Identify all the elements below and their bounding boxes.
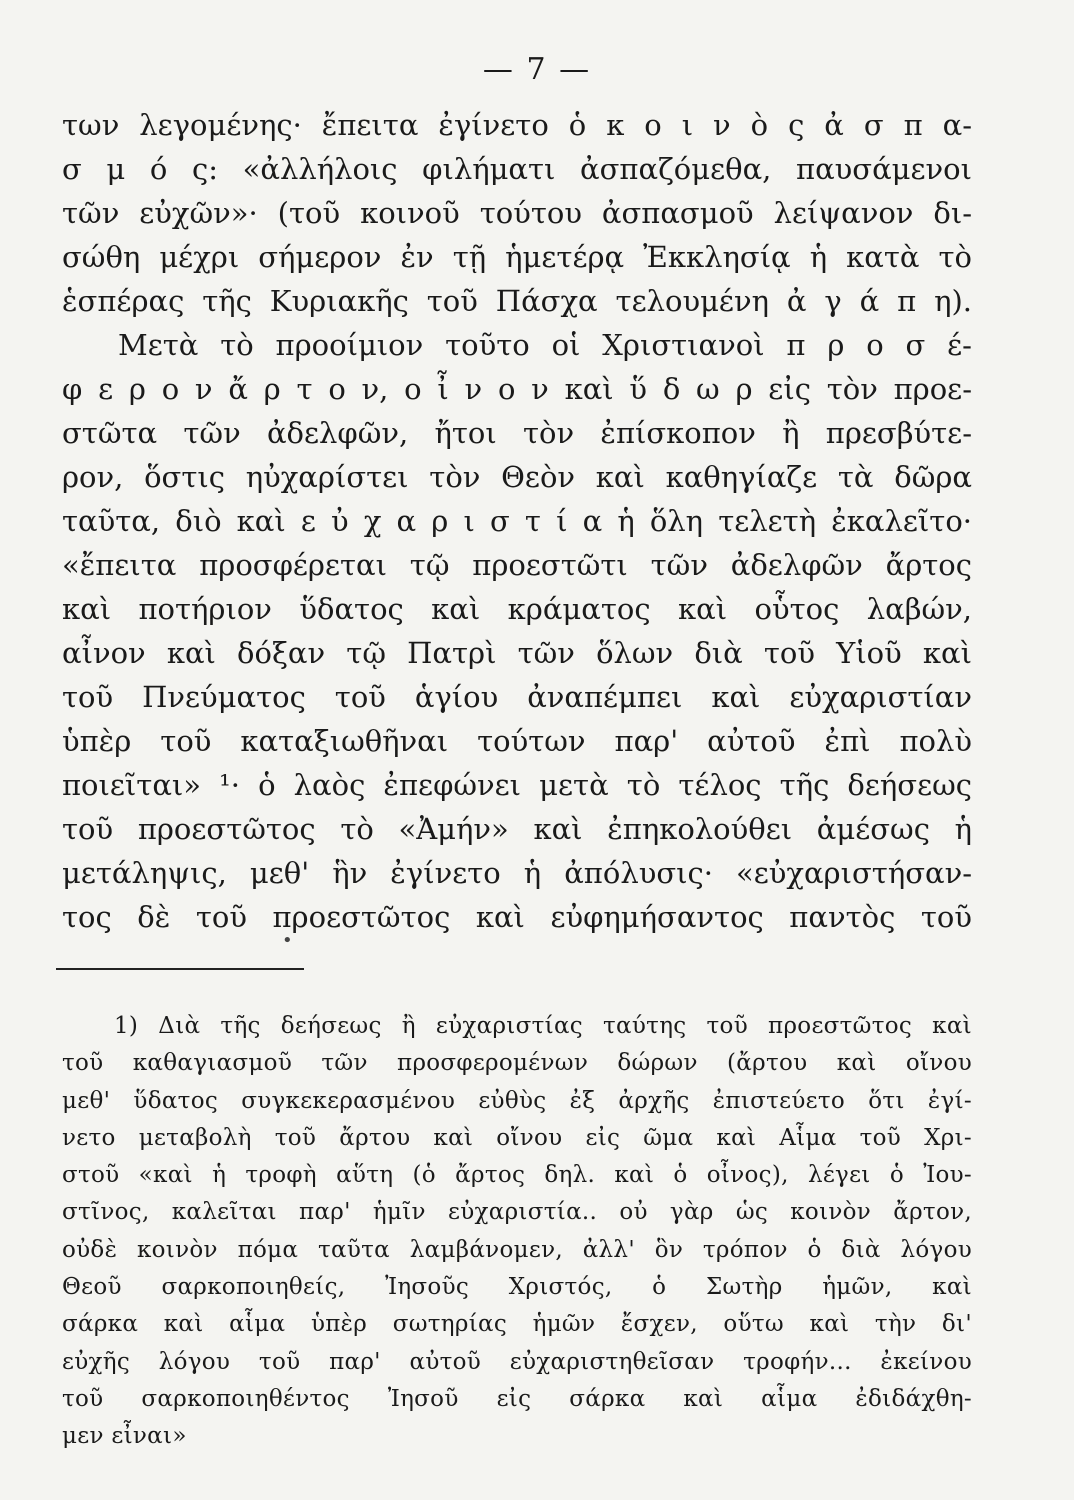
main-text-line: ἑσπέρας τῆς Κυριακῆς τοῦ Πάσχα τελουμένη ἀ γ ά π η).	[62, 284, 972, 318]
main-text-line: σ μ ό ς: «ἀλλήλοις φιλήματι ἀσπαζόμεθα, παυσάμενοι	[62, 152, 972, 186]
footnote-line: στοῦ «καὶ ἡ τροφὴ αὕτη (ὁ ἄρτος δηλ. καὶ ὁ οἶνος), λέγει ὁ Ἰου-	[62, 1162, 972, 1189]
footnote-line: Θεοῦ σαρκοποιηθείς, Ἰησοῦς Χριστός, ὁ Σωτὴρ ἡμῶν, καὶ	[62, 1274, 972, 1301]
footnote-line: σάρκα καὶ αἷμα ὑπὲρ σωτηρίας ἡμῶν ἔσχεν, οὕτω καὶ τὴν δι'	[62, 1311, 972, 1338]
footnote-separator	[56, 968, 304, 970]
main-text-line: μετάληψις, μεθ' ἣν ἐγίνετο ἡ ἀπόλυσις· «εὐχαριστήσαν-	[62, 856, 972, 890]
main-text-line: Μετὰ τὸ προοίμιον τοῦτο οἱ Χριστιανοὶ π ρ ο σ έ-	[118, 328, 972, 362]
main-text-line: καὶ ποτήριον ὕδατος καὶ κράματος καὶ οὗτος λαβών,	[62, 592, 972, 626]
main-text-line: ρον, ὅστις ηὐχαρίστει τὸν Θεὸν καὶ καθηγίαζε τὰ δῶρα	[62, 460, 972, 494]
footnote-line: τοῦ καθαγιασμοῦ τῶν προσφερομένων δώρων (ἄρτου καὶ οἴνου	[62, 1050, 972, 1077]
main-text-line: τος δὲ τοῦ προεστῶτος καὶ εὐφημήσαντος παντὸς τοῦ	[62, 900, 972, 934]
footnote-line: στῖνος, καλεῖται παρ' ἡμῖν εὐχαριστία.. οὐ γὰρ ὡς κοινὸν ἄρτον,	[62, 1199, 972, 1226]
main-text-line: «ἔπειτα προσφέρεται τῷ προεστῶτι τῶν ἀδελφῶν ἄρτος	[62, 548, 972, 582]
footnote-line: 1) Διὰ τῆς δεήσεως ἢ εὐχαριστίας ταύτης τοῦ προεστῶτος καὶ	[114, 1013, 972, 1039]
page-number: — 7 —	[482, 52, 592, 87]
main-text-line: στῶτα τῶν ἀδελφῶν, ἤτοι τὸν ἐπίσκοπον ἢ πρεσβύτε-	[62, 416, 972, 450]
main-text-line: αἶνον καὶ δόξαν τῷ Πατρὶ τῶν ὅλων διὰ τοῦ Υἱοῦ καὶ	[62, 636, 972, 670]
main-text-line: τοῦ Πνεύματος τοῦ ἁγίου ἀναπέμπει καὶ εὐχαριστίαν	[62, 680, 972, 714]
main-text-line: ποιεῖται» ¹· ὁ λαὸς ἐπεφώνει μετὰ τὸ τέλος τῆς δεήσεως	[62, 768, 972, 802]
footnote-line: μεν εἶναι»	[62, 1423, 187, 1450]
footnote-line: μεθ' ὕδατος συγκεκερασμένου εὐθὺς ἐξ ἀρχῆς ἐπιστεύετο ὅτι ἐγί-	[62, 1087, 972, 1114]
main-text-line: ὑπὲρ τοῦ καταξιωθῆναι τούτων παρ' αὐτοῦ ἐπὶ πολὺ	[62, 724, 972, 758]
footnote-block	[62, 1008, 972, 1456]
main-text-line: τῶν εὐχῶν»· (τοῦ κοινοῦ τούτου ἀσπασμοῦ λείψανον δι-	[62, 196, 972, 230]
main-text-line: ταῦτα, διὸ καὶ ε ὐ χ α ρ ι σ τ ί α ἡ ὅλη τελετὴ ἐκαλεῖτο·	[62, 504, 972, 538]
main-text-line: των λεγομένης· ἔπειτα ἐγίνετο ὁ κ ο ι ν ὸ ς ἀ σ π α-	[62, 108, 972, 142]
main-text-line: τοῦ προεστῶτος τὸ «Ἀμήν» καὶ ἐπηκολούθει ἀμέσως ἡ	[62, 812, 972, 846]
main-text-line: φ ε ρ ο ν ἄ ρ τ ο ν, ο ἶ ν ο ν καὶ ὕ δ ω ρ εἰς τὸν προε-	[62, 372, 972, 406]
footnote-line: νετο μεταβολὴ τοῦ ἄρτου καὶ οἴνου εἰς ῶμα καὶ Αἷμα τοῦ Χρι-	[62, 1124, 972, 1151]
footnote-line: τοῦ σαρκοποιηθέντος Ἰησοῦ εἰς σάρκα καὶ αἷμα ἐδιδάχθη-	[62, 1385, 972, 1412]
main-text-body	[62, 103, 972, 939]
main-text-line: σώθη μέχρι σήμερον ἐν τῇ ἡμετέρᾳ Ἐκκλησίᾳ ἡ κατὰ τὸ	[62, 240, 972, 274]
footnote-line: εὐχῆς λόγου τοῦ παρ' αὐτοῦ εὐχαριστηθεῖσαν τροφήν... ἐκείνου	[62, 1348, 972, 1375]
stray-dot-mark: •	[282, 930, 293, 951]
footnote-line: οὐδὲ κοινὸν πόμα ταῦτα λαμβάνομεν, ἀλλ' ὃν τρόπον ὁ διὰ λόγου	[62, 1236, 972, 1263]
